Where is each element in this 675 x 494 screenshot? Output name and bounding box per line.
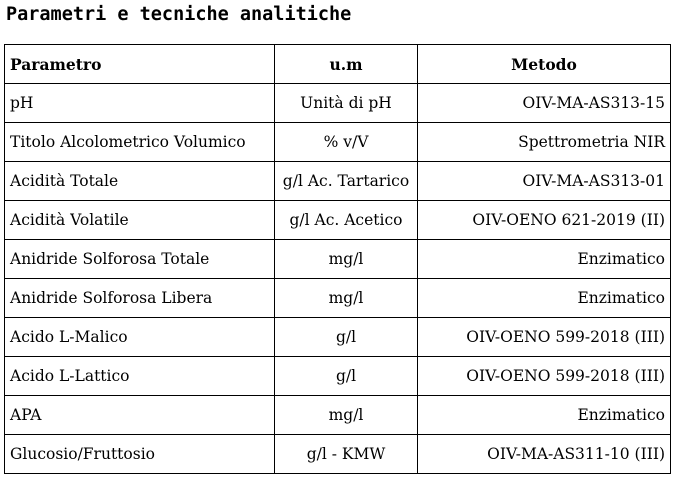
column-header-method: Metodo (418, 45, 671, 84)
table-row (5, 357, 671, 396)
page-title: Parametri e tecniche analitiche (6, 4, 352, 25)
cell-parameter: Anidride Solforosa Totale (5, 240, 275, 279)
cell-parameter: Anidride Solforosa Libera (5, 279, 275, 318)
cell-method: OIV-MA-AS311-10 (III) (418, 435, 671, 474)
table-row (5, 162, 671, 201)
cell-method: Enzimatico (418, 279, 671, 318)
cell-unit: mg/l (275, 396, 418, 435)
cell-method: Enzimatico (418, 240, 671, 279)
cell-unit: % v/V (275, 123, 418, 162)
table-row (5, 435, 671, 474)
cell-method: OIV-OENO 599-2018 (III) (418, 318, 671, 357)
cell-method: OIV-MA-AS313-01 (418, 162, 671, 201)
cell-unit: mg/l (275, 279, 418, 318)
cell-method: OIV-MA-AS313-15 (418, 84, 671, 123)
cell-unit: g/l (275, 357, 418, 396)
cell-parameter: Glucosio/Fruttosio (5, 435, 275, 474)
table-header-row (5, 45, 671, 84)
column-header-unit: u.m (275, 45, 418, 84)
table-row (5, 396, 671, 435)
table-row (5, 201, 671, 240)
table-row (5, 84, 671, 123)
cell-parameter: APA (5, 396, 275, 435)
table-row (5, 123, 671, 162)
table-row (5, 279, 671, 318)
cell-parameter: Acidità Volatile (5, 201, 275, 240)
column-header-parameter: Parametro (5, 45, 275, 84)
cell-unit: g/l (275, 318, 418, 357)
cell-unit: g/l Ac. Acetico (275, 201, 418, 240)
table-row (5, 318, 671, 357)
cell-unit: Unità di pH (275, 84, 418, 123)
cell-parameter: Acidità Totale (5, 162, 275, 201)
parameters-table (4, 44, 671, 474)
cell-method: OIV-OENO 599-2018 (III) (418, 357, 671, 396)
cell-unit: g/l Ac. Tartarico (275, 162, 418, 201)
cell-parameter: Titolo Alcolometrico Volumico (5, 123, 275, 162)
cell-parameter: Acido L-Lattico (5, 357, 275, 396)
cell-parameter: Acido L-Malico (5, 318, 275, 357)
cell-unit: mg/l (275, 240, 418, 279)
cell-method: Enzimatico (418, 396, 671, 435)
cell-method: OIV-OENO 621-2019 (II) (418, 201, 671, 240)
cell-unit: g/l - KMW (275, 435, 418, 474)
cell-parameter: pH (5, 84, 275, 123)
table-row (5, 240, 671, 279)
cell-method: Spettrometria NIR (418, 123, 671, 162)
